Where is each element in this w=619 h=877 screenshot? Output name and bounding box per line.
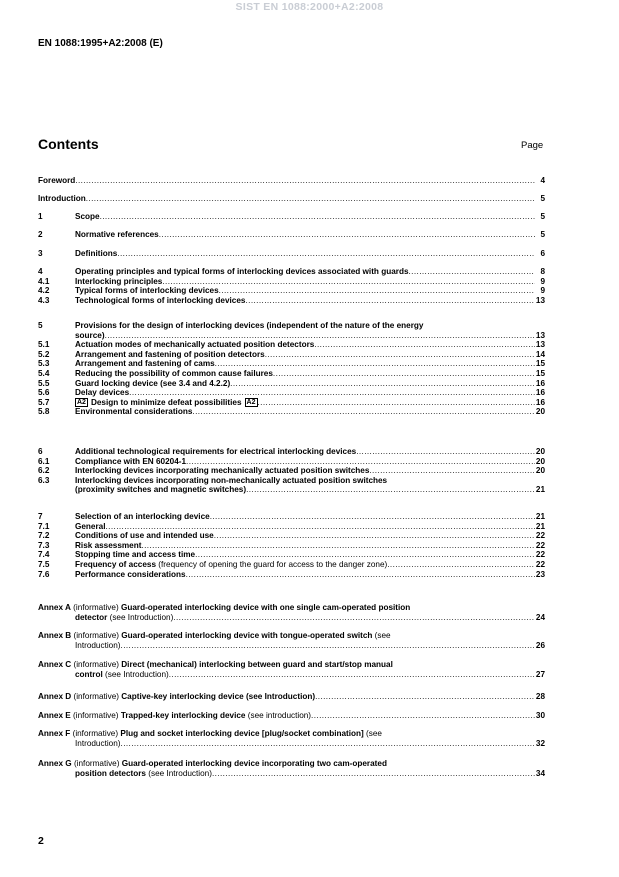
annex-name: Annex G <box>38 759 72 768</box>
toc-number: 5.6 <box>38 388 50 398</box>
toc-page: 22 <box>535 550 545 560</box>
annex-kind: (informative) <box>71 631 122 640</box>
toc-annex-b[interactable] <box>38 631 545 650</box>
toc-page: 4 <box>540 176 545 185</box>
annex-name: Annex C <box>38 660 72 669</box>
toc-entry-7-4[interactable] <box>38 550 545 560</box>
annex-ref: (see <box>363 729 382 738</box>
toc-page: 16 <box>535 397 545 407</box>
toc-page: 27 <box>535 669 545 679</box>
toc-page: 21 <box>535 512 545 521</box>
toc-entry-7-5[interactable] <box>38 560 545 570</box>
toc-number: 6 <box>38 447 43 456</box>
annex-title: Guard-operated interlocking device with tongue-operated switch <box>121 631 373 640</box>
toc-page: 24 <box>535 612 545 622</box>
toc-label: Reducing the possibility of common cause failures <box>75 368 273 378</box>
toc-entry-1[interactable] <box>38 212 545 222</box>
toc-number: 6.2 <box>38 466 50 476</box>
page-number: 2 <box>38 835 44 847</box>
annex-kind: (informative) <box>70 729 121 738</box>
toc-page: 8 <box>540 267 545 276</box>
annex-kind: (informative) <box>71 759 122 768</box>
toc-annex-a[interactable] <box>38 603 545 622</box>
annex-name: Annex E <box>38 711 71 720</box>
toc-number: 7.3 <box>38 540 50 550</box>
toc-annex-e[interactable] <box>38 711 545 721</box>
toc-number: 6.3 <box>38 475 50 485</box>
toc-entry-5-1[interactable] <box>38 340 545 350</box>
toc-number: 7.5 <box>38 559 50 569</box>
toc-page: 34 <box>535 768 545 778</box>
toc-label: Definitions <box>75 249 118 258</box>
annex-ref: (see Introduction) <box>102 669 169 679</box>
toc-page: 6 <box>540 249 545 258</box>
toc-page: 21 <box>535 521 545 531</box>
toc-label: Foreword <box>38 176 76 185</box>
toc-page: 26 <box>535 640 545 650</box>
toc-label: Interlocking devices incorporating non-mechanically actuated position switches <box>75 475 388 485</box>
toc-page: 5 <box>540 230 545 239</box>
toc-entry-7-3[interactable] <box>38 541 545 551</box>
annex-name: Annex D <box>38 692 72 701</box>
toc-entry-4[interactable] <box>38 267 545 277</box>
toc-label: Typical forms of interlocking devices <box>75 286 219 296</box>
toc-label: Arrangement and fastening of cams <box>75 359 215 369</box>
toc-page: 22 <box>535 540 545 550</box>
toc-entry-3[interactable] <box>38 249 545 259</box>
toc-page: 32 <box>535 738 545 748</box>
toc-number: 5.5 <box>38 378 50 388</box>
toc-label: Design to minimize defeat possibilities <box>90 397 242 407</box>
toc-entry-6-2[interactable] <box>38 466 545 476</box>
toc-page: 23 <box>535 569 545 579</box>
toc-label: Interlocking devices incorporating mechanically actuated position switches <box>75 466 370 476</box>
annex-kind: (informative) <box>71 660 122 669</box>
toc-entry-2[interactable] <box>38 230 545 240</box>
toc-entry-5[interactable] <box>38 321 545 331</box>
toc-page: 16 <box>535 378 545 388</box>
toc-number: 6.1 <box>38 456 50 466</box>
toc-label: Arrangement and fastening of position detectors <box>75 349 265 359</box>
toc-annex-f[interactable] <box>38 729 545 748</box>
toc-entry-5-4[interactable] <box>38 369 545 379</box>
annex-kind: (informative) <box>71 692 122 701</box>
annex-title: Guard-operated interlocking device with one single cam-operated position <box>120 603 411 612</box>
toc-label: Frequency of access <box>75 559 157 569</box>
toc-page: 21 <box>535 485 545 495</box>
annex-kind: (informative) <box>70 603 121 612</box>
toc-number: 5.3 <box>38 359 50 369</box>
toc-number: 3 <box>38 249 43 258</box>
page-title: Contents <box>38 136 99 152</box>
toc-page: 20 <box>535 447 545 456</box>
toc-introduction[interactable] <box>38 194 545 204</box>
toc-page: 16 <box>535 388 545 398</box>
annex-kind: (informative) <box>70 711 121 720</box>
toc-label-note: (frequency of opening the guard for access to the danger zone) <box>156 559 388 569</box>
toc-number: 7.6 <box>38 569 50 579</box>
toc-page: 30 <box>535 711 545 720</box>
toc-page: 28 <box>535 692 545 701</box>
annex-title: Direct (mechanical) interlocking between guard and start/stop manual <box>121 660 393 669</box>
annex-ref-cont: Introduction) <box>75 640 121 650</box>
toc-number: 7.2 <box>38 531 50 541</box>
toc-page: 5 <box>540 212 545 221</box>
toc-number: 7.4 <box>38 550 50 560</box>
annex-name: Annex F <box>38 729 71 738</box>
annex-ref: (see Introduction) <box>145 768 212 778</box>
toc-entry-5-6[interactable] <box>38 388 545 398</box>
annex-ref: (see introduction) <box>245 711 312 720</box>
toc-number: 4.3 <box>38 295 50 305</box>
toc-page: 5 <box>540 194 545 203</box>
toc-foreword[interactable] <box>38 176 545 186</box>
toc-number: 2 <box>38 230 43 239</box>
toc-label: Normative references <box>75 230 159 239</box>
toc-entry-5-5[interactable] <box>38 379 545 389</box>
toc-number: 5.7 <box>38 397 50 407</box>
toc-number: 5.1 <box>38 340 50 350</box>
annex-title-cont: detector <box>75 612 108 622</box>
annex-title: Guard-operated interlocking device incorporating two cam-operated <box>121 759 387 768</box>
toc-annex-c[interactable] <box>38 660 545 679</box>
toc-label: Risk assessment <box>75 540 142 550</box>
toc-entry-5-cont[interactable] <box>38 331 545 341</box>
toc-section-4 <box>38 267 545 305</box>
toc-number: 4 <box>38 267 43 276</box>
toc-label: Interlocking principles <box>75 276 163 286</box>
toc-entry-4-3[interactable] <box>38 296 545 306</box>
toc-page: 14 <box>535 349 545 359</box>
toc-page: 13 <box>535 340 545 350</box>
toc-number: 5 <box>38 321 43 330</box>
toc-label: Delay devices <box>75 388 130 398</box>
toc-number: 4.1 <box>38 276 50 286</box>
toc-entry-7-6[interactable] <box>38 570 545 580</box>
toc-entry-5-8[interactable] <box>38 407 545 417</box>
toc-entry-6[interactable] <box>38 447 545 457</box>
toc-label: Introduction <box>38 194 86 203</box>
toc-page: 20 <box>535 466 545 476</box>
toc-page: 9 <box>540 276 545 286</box>
toc-number: 4.2 <box>38 286 50 296</box>
toc-label-cont: source) <box>75 330 105 340</box>
toc-entry-4-2[interactable] <box>38 286 545 296</box>
annex-title: Captive-key interlocking device (see Introduction) <box>121 692 316 701</box>
toc-number: 5.4 <box>38 368 50 378</box>
toc-label: Conditions of use and intended use <box>75 531 214 541</box>
toc-entry-6-3-cont[interactable] <box>38 485 545 495</box>
toc-page: 15 <box>535 368 545 378</box>
toc-entry-5-7[interactable] <box>38 398 545 408</box>
annex-name: Annex B <box>38 631 72 640</box>
toc-annex-g[interactable] <box>38 759 545 778</box>
annex-title-cont: position detectors <box>75 768 146 778</box>
toc-page: 22 <box>535 559 545 569</box>
toc-entry-6-3[interactable] <box>38 476 545 486</box>
toc-label: Selection of an interlocking device <box>75 512 210 521</box>
toc-label: Guard locking device (see 3.4 and 4.2.2) <box>75 378 231 388</box>
toc-label: Technological forms of interlocking devices <box>75 295 246 305</box>
toc-number: 5.2 <box>38 349 50 359</box>
toc-section-6 <box>38 447 545 495</box>
toc-entry-7[interactable] <box>38 512 545 522</box>
toc-number: 7.1 <box>38 521 50 531</box>
annex-title-cont: control <box>75 669 103 679</box>
toc-label-cont: (proximity switches and magnetic switches) <box>75 485 247 495</box>
toc-section-5 <box>38 321 545 417</box>
amendment-start-icon: A2 <box>77 398 86 406</box>
toc-annex-d[interactable] <box>38 692 545 702</box>
annex-title: Plug and socket interlocking device [plug/socket combination] <box>120 729 364 738</box>
toc-entry-5-2[interactable] <box>38 350 545 360</box>
toc-label: Actuation modes of mechanically actuated position detectors <box>75 340 315 350</box>
toc-entry-7-1[interactable] <box>38 522 545 532</box>
page-column-label: Page <box>521 140 544 151</box>
annex-title: Trapped-key interlocking device <box>120 711 246 720</box>
watermark: SIST EN 1088:2000+A2:2008 <box>235 1 384 13</box>
toc-number: 5.8 <box>38 407 50 417</box>
annex-name: Annex A <box>38 603 71 612</box>
toc-label: Scope <box>75 212 100 221</box>
toc-page: 20 <box>535 456 545 466</box>
annex-ref-cont: Introduction) <box>75 738 121 748</box>
toc-label: General <box>75 521 106 531</box>
amendment-end-icon: A2 <box>246 398 256 406</box>
toc-label: Operating principles and typical forms of interlocking devices associated with guards <box>75 267 409 276</box>
toc-label: Compliance with EN 60204-1 <box>75 456 187 466</box>
toc-page: 15 <box>535 359 545 369</box>
toc-label: Provisions for the design of interlocking devices (independent of the nature of the energy <box>75 321 424 330</box>
toc-page: 22 <box>535 531 545 541</box>
toc-label: Environmental considerations <box>75 407 193 417</box>
toc-page: 9 <box>540 286 545 296</box>
toc-label: Stopping time and access time <box>75 550 196 560</box>
toc-number: 7 <box>38 512 43 521</box>
toc-label: Performance considerations <box>75 569 186 579</box>
annex-ref: (see <box>372 631 391 640</box>
document-header: EN 1088:1995+A2:2008 (E) <box>38 38 163 49</box>
toc-page: 20 <box>535 407 545 417</box>
toc-number: 1 <box>38 212 43 221</box>
toc-entry-5-3[interactable] <box>38 359 545 369</box>
toc-page: 13 <box>535 295 545 305</box>
annex-ref: (see Introduction) <box>107 612 174 622</box>
toc-label: Additional technological requirements for electrical interlocking devices <box>75 447 357 456</box>
toc-page: 13 <box>535 330 545 340</box>
toc-entry-7-2[interactable] <box>38 531 545 541</box>
toc-entry-6-1[interactable] <box>38 457 545 467</box>
toc-section-7 <box>38 512 545 579</box>
toc-entry-4-1[interactable] <box>38 277 545 287</box>
